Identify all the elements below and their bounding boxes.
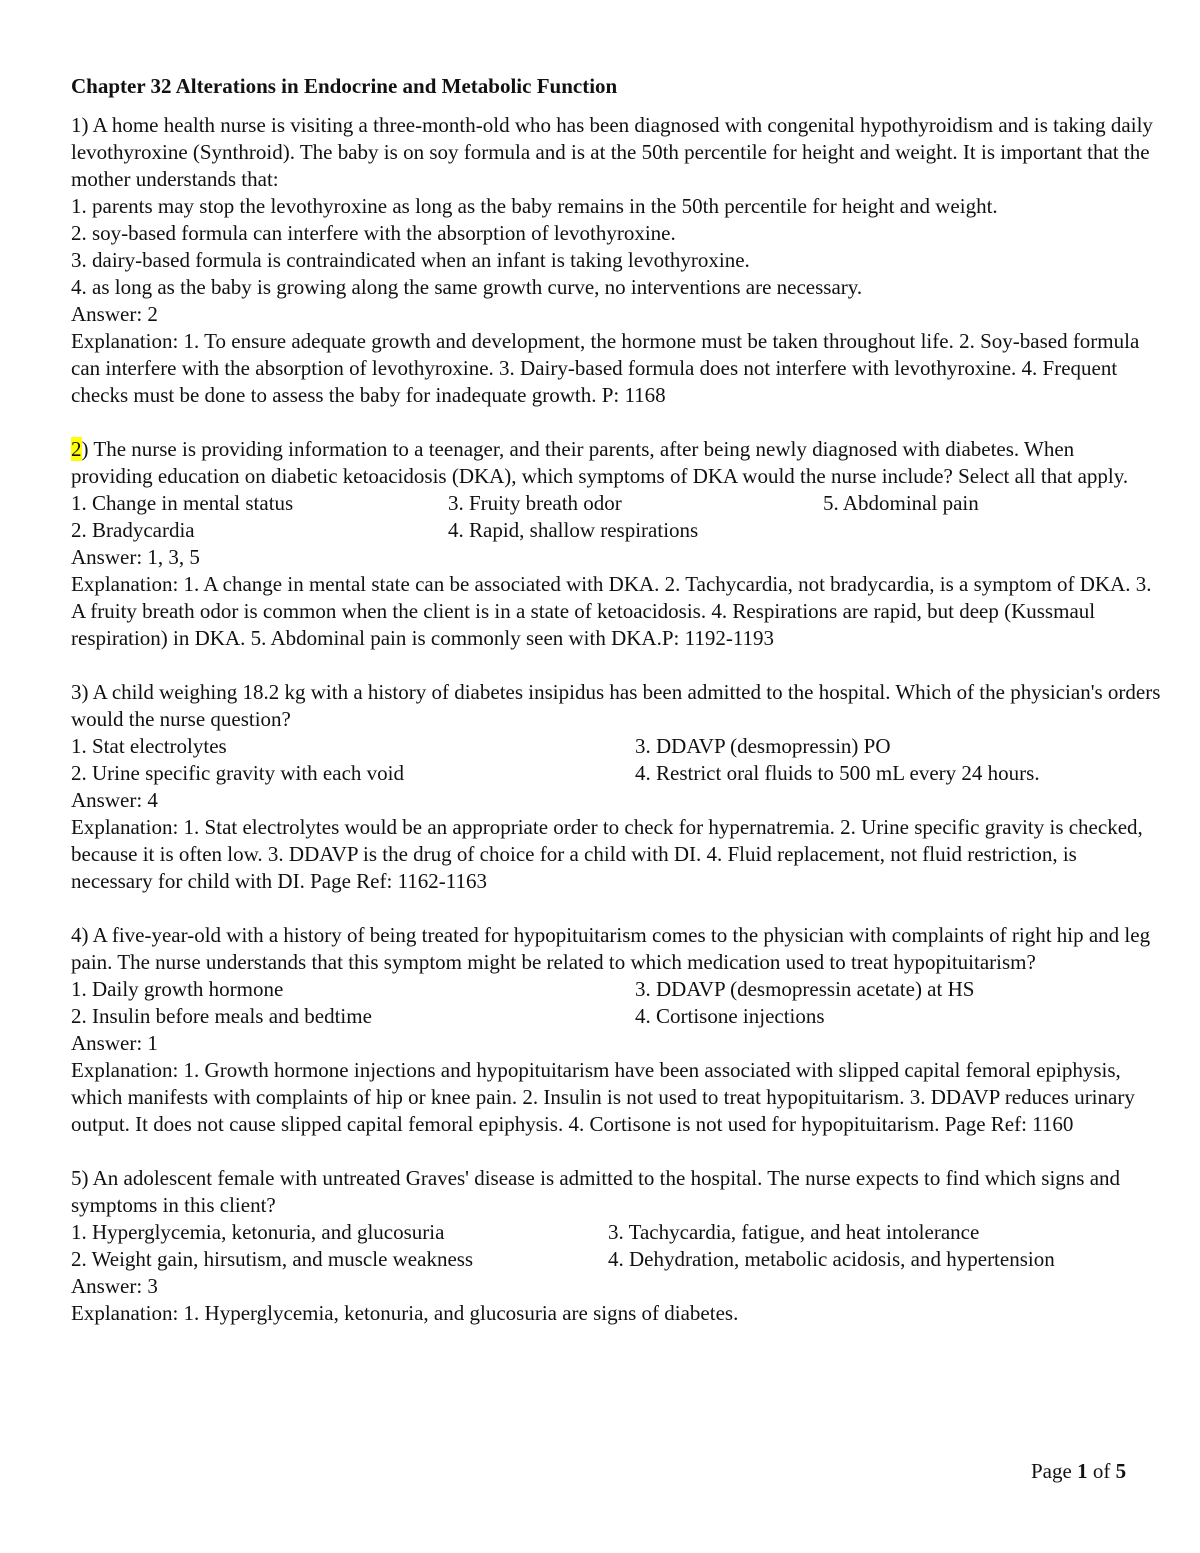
question-4 — [71, 922, 1161, 1138]
answer-option: 4. Restrict oral fluids to 500 mL every 24 hours. — [635, 761, 1040, 785]
question-1 — [71, 112, 1161, 409]
explanation: Explanation: 1. Hyperglycemia, ketonuria, and glucosuria are signs of diabetes. — [71, 1301, 739, 1325]
answer-option: 3. Fruity breath odor — [448, 491, 622, 515]
question-stem: 4) A five-year-old with a history of being treated for hypopituitarism comes to the physician with complaints of right hip and leg pain. The nurse understands that this symptom might be related to which medication used to treat hypopituitarism? — [71, 923, 1151, 974]
answer-option: 2. Insulin before meals and bedtime — [71, 1004, 372, 1028]
answer-option: 3. DDAVP (desmopressin) PO — [635, 734, 891, 758]
answer-option: 3. DDAVP (desmopressin acetate) at HS — [635, 977, 975, 1001]
explanation: Explanation: 1. A change in mental state can be associated with DKA. 2. Tachycardia, not bradycardia, is a symptom of DKA. 3. A fruity breath odor is common when the client is in a state of ketoacidosis. 4. Respirations are rapid, but deep (Kussmaul respiration) in DKA. 5. Abdominal pain is commonly seen with DKA.P: 1192-1193 — [71, 572, 1152, 650]
question-stem: 5) An adolescent female with untreated Graves' disease is admitted to the hospital. The nurse expects to find which signs and symptoms in this client? — [71, 1166, 1121, 1217]
question-5 — [71, 1165, 1161, 1327]
answer-key: Answer: 3 — [71, 1274, 158, 1298]
page-number — [1031, 1458, 1126, 1485]
answer-option: 1. parents may stop the levothyroxine as long as the baby remains in the 50th percentile for height and weight. — [71, 194, 998, 218]
options-row — [71, 976, 1161, 1003]
explanation: Explanation: 1. Growth hormone injections and hypopituitarism have been associated with slipped capital femoral epiphysis, which manifests with complaints of hip or knee pain. 2. Insulin is not used to treat hypopituitarism. 3. DDAVP reduces urinary output. It does not cause slipped capital femoral epiphysis. 4. Cortisone is not used for hypopituitarism. Page Ref: 1160 — [71, 1058, 1135, 1136]
explanation: Explanation: 1. To ensure adequate growth and development, the hormone must be taken throughout life. 2. Soy-based formula can interfere with the absorption of levothyroxine. 3. Dairy-based formula does not interfere with levothyroxine. 4. Frequent checks must be done to assess the baby for inadequate growth. P: 1168 — [71, 329, 1140, 407]
answer-option: 4. Rapid, shallow respirations — [448, 518, 699, 542]
total-pages: 5 — [1115, 1459, 1127, 1483]
question-2 — [71, 436, 1161, 652]
answer-key: Answer: 2 — [71, 302, 158, 326]
answer-option: 4. as long as the baby is growing along the same growth curve, no interventions are necessary. — [71, 275, 863, 299]
options-row — [71, 1246, 1161, 1273]
page-of-label: of — [1087, 1459, 1116, 1483]
options-row — [71, 1219, 1161, 1246]
highlighted-question-number: 2 — [71, 437, 82, 461]
answer-option: 1. Stat electrolytes — [71, 734, 227, 758]
page-content — [71, 72, 1161, 1354]
answer-option: 4. Cortisone injections — [635, 1004, 825, 1028]
chapter-title: Chapter 32 Alterations in Endocrine and Metabolic Function — [71, 74, 618, 98]
question-3 — [71, 679, 1161, 895]
answer-option: 1. Change in mental status — [71, 491, 294, 515]
question-stem: 1) A home health nurse is visiting a three-month-old who has been diagnosed with congenital hypothyroidism and is taking daily levothyroxine (Synthroid). The baby is on soy formula and is at the 50th percentile for height and weight. It is important that the mother understands that: — [71, 113, 1153, 191]
explanation: Explanation: 1. Stat electrolytes would be an appropriate order to check for hypernatremia. 2. Urine specific gravity is checked, because it is often low. 3. DDAVP is the drug of choice for a child with DI. 4. Fluid replacement, not fluid restriction, is necessary for child with DI. Page Ref: 1162-1163 — [71, 815, 1143, 893]
answer-option: 2. soy-based formula can interfere with the absorption of levothyroxine. — [71, 221, 676, 245]
answer-key: Answer: 1 — [71, 1031, 158, 1055]
answer-option: 4. Dehydration, metabolic acidosis, and hypertension — [608, 1247, 1055, 1271]
question-stem — [71, 436, 1161, 490]
answer-option: 3. dairy-based formula is contraindicated when an infant is taking levothyroxine. — [71, 248, 750, 272]
answer-option: 1. Hyperglycemia, ketonuria, and glucosuria — [71, 1220, 445, 1244]
answer-option: 3. Tachycardia, fatigue, and heat intolerance — [608, 1220, 980, 1244]
answer-option: 5. Abdominal pain — [823, 491, 979, 515]
options-row — [71, 1003, 1161, 1030]
options-row — [71, 517, 1161, 544]
page-label: Page — [1031, 1459, 1078, 1483]
answer-key: Answer: 4 — [71, 788, 158, 812]
answer-key: Answer: 1, 3, 5 — [71, 545, 200, 569]
question-stem: 3) A child weighing 18.2 kg with a history of diabetes insipidus has been admitted to the hospital. Which of the physician's orders would the nurse question? — [71, 680, 1161, 731]
options-row — [71, 760, 1161, 787]
question-stem-text: ) The nurse is providing information to a teenager, and their parents, after being newly diagnosed with diabetes. When providing education on diabetic ketoacidosis (DKA), which symptoms of DKA would the nurse include? Select all that apply. — [71, 437, 1129, 488]
current-page: 1 — [1077, 1459, 1088, 1483]
options-row — [71, 733, 1161, 760]
answer-option: 2. Urine specific gravity with each void — [71, 761, 404, 785]
answer-option: 2. Bradycardia — [71, 518, 195, 542]
answer-option: 2. Weight gain, hirsutism, and muscle weakness — [71, 1247, 474, 1271]
options-row — [71, 490, 1161, 517]
answer-option: 1. Daily growth hormone — [71, 977, 284, 1001]
